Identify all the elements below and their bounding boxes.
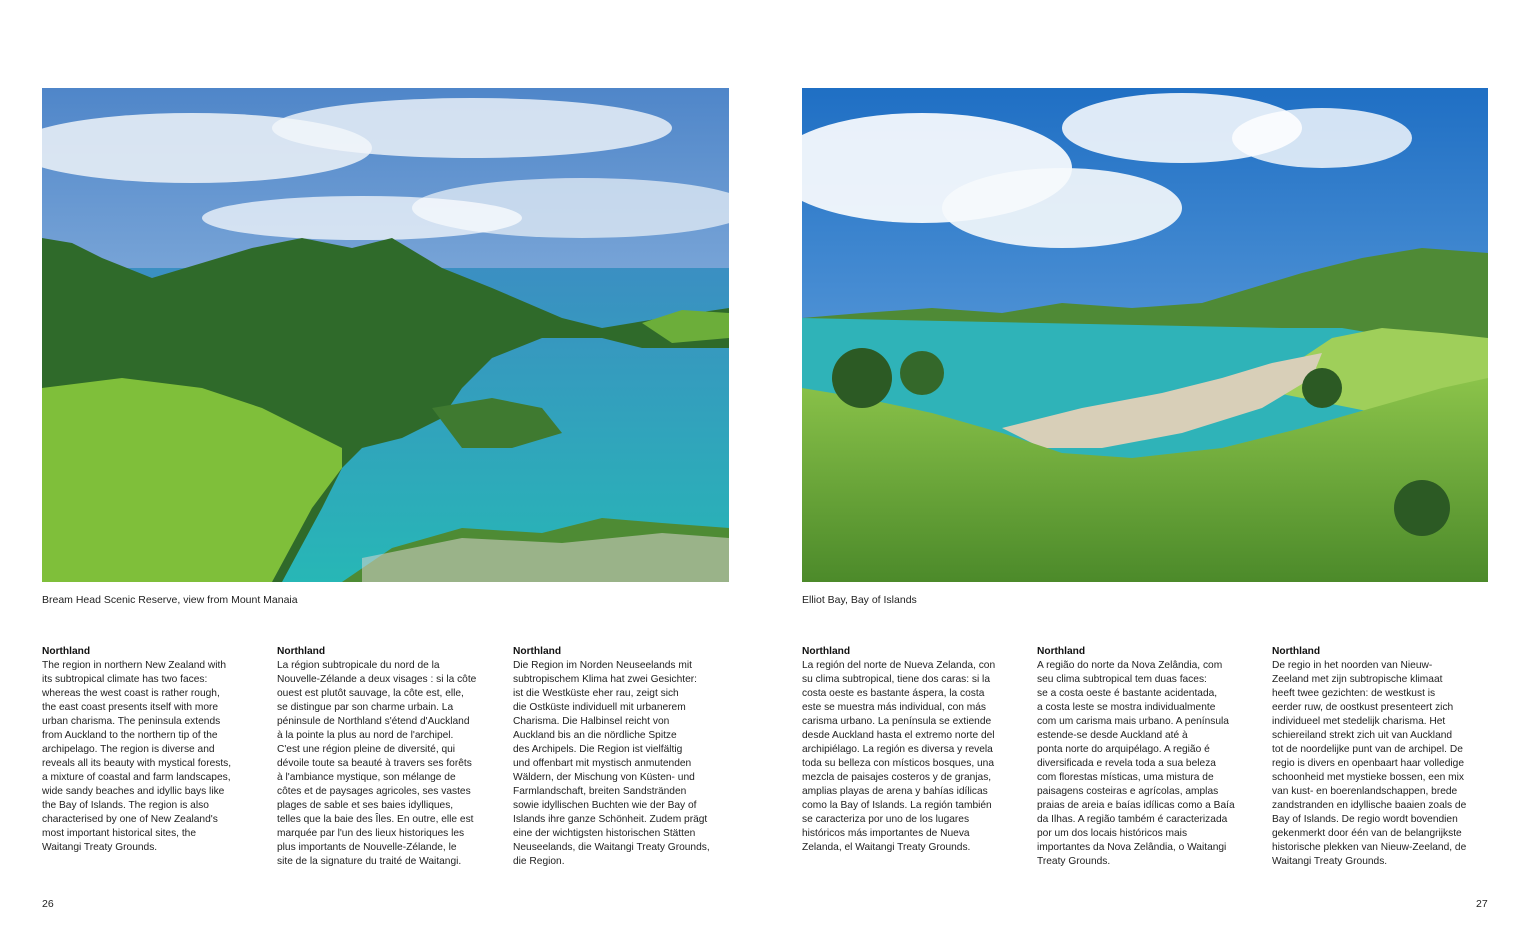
text-column-english [42, 645, 258, 855]
text-column-french [277, 645, 493, 869]
text-column-german [513, 645, 729, 869]
column-heading: Northland [802, 646, 851, 657]
column-body: De regio in het noorden van Nieuw- Zeeland met zijn subtropische klimaat heeft twee gezichten: de westkust is eerder ruw, de oostkust presenteert zich individueel met stedelijk charisma. Het schiereiland strekt zich uit van Auckland tot de noordelijke punt van de archipel. De regio is divers en openbaart haar volledige schoonheid met mystieke bossen, een mix van kust- en boerenlandschappen, brede zandstranden en idyllische baaien zoals de Bay of Islands. De regio wordt bovendien gekenmerkt door één van de belangrijkste historische plekken van Nieuw-Zeeland, de Waitangi Treaty Grounds. [1272, 660, 1467, 867]
text-column-spanish [802, 645, 1018, 855]
column-heading: Northland [1037, 646, 1086, 657]
photo-elliot-bay [802, 88, 1488, 582]
photo-caption-right: Elliot Bay, Bay of Islands [802, 594, 917, 606]
photo-caption-left: Bream Head Scenic Reserve, view from Mount Manaia [42, 594, 298, 606]
column-body: La région subtropicale du nord de la Nouvelle-Zélande a deux visages : si la côte ouest est plutôt sauvage, la côte est, elle, se distingue par son charme urbain. La péninsule de Northland s'étend d'Auckland à la pointe la plus au nord de l'archipel. C'est une région pleine de diversité, qui dévoile toute sa beauté à travers ses forêts à l'ambiance mystique, son mélange de côtes et de paysages agricoles, ses vastes plages de sable et ses baies idylliques, telles que la baie des Îles. En outre, elle est marquée par l'un des lieux historiques les plus importants de Nouvelle-Zélande, le site de la signature du traité de Waitangi. [277, 660, 477, 867]
column-heading: Northland [277, 646, 326, 657]
column-body: La región del norte de Nueva Zelanda, con su clima subtropical, tiene dos caras: si la costa oeste es bastante áspera, la costa este se muestra más individual, con más carisma urbano. La península se extiende desde Auckland hasta el extremo norte del archipiélago. La región es diversa y revela toda su belleza con místicos bosques, una mezcla de paisajes costeros y de granjas, amplias playas de arena y bahías idílicas como la Bay of Islands. La región también se caracteriza por uno de los lugares históricos más importantes de Nueva Zelanda, el Waitangi Treaty Grounds. [802, 660, 996, 853]
page-number-right: 27 [1476, 898, 1488, 910]
text-column-portuguese [1037, 645, 1253, 869]
text-column-dutch [1272, 645, 1488, 869]
column-heading: Northland [1272, 646, 1321, 657]
page-number-left: 26 [42, 898, 54, 910]
column-heading: Northland [42, 646, 91, 657]
column-body: A região do norte da Nova Zelândia, com seu clima subtropical tem duas faces: se a costa oeste é bastante acidentada, a costa leste se mostra individualmente com um carisma mais urbano. A península estende-se desde Auckland até à ponta norte do arquipélago. A região é diversificada e revela toda a sua beleza com florestas místicas, uma mistura de paisagens costeiras e agrícolas, amplas praias de areia e baías idílicas como a Baía da Ilhas. A região também é caracterizada por um dos locais históricos mais importantes da Nova Zelândia, o Waitangi Treaty Grounds. [1037, 660, 1235, 867]
column-body: The region in northern New Zealand with its subtropical climate has two faces: whereas the west coast is rather rough, the east coast presents itself with more urban charisma. The peninsula extends from Auckland to the northern tip of the archipelago. The region is diverse and reveals all its beauty with mystical forests, a mixture of coastal and farm landscapes, wide sandy beaches and idyllic bays like the Bay of Islands. The region is also characterised by one of New Zealand's most important historical sites, the Waitangi Treaty Grounds. [42, 660, 232, 853]
column-heading: Northland [513, 646, 562, 657]
photo-bream-head [42, 88, 729, 582]
column-body: Die Region im Norden Neuseelands mit subtropischem Klima hat zwei Gesichter: ist die Westküste eher rau, zeigt sich die Ostküste individuell mit urbanerem Charisma. Die Halbinsel reicht von Auckland bis an die nördliche Spitze des Archipels. Die Region ist vielfältig und offenbart mit mystisch anmutenden Wäldern, der Mischung von Küsten- und Farmlandschaft, breiten Sandstränden sowie idyllischen Buchten wie der Bay of Islands ihre ganze Schönheit. Zudem prägt eine der wichtigsten historischen Stätten Neuseelands, die Waitangi Treaty Grounds, die Region. [513, 660, 710, 867]
